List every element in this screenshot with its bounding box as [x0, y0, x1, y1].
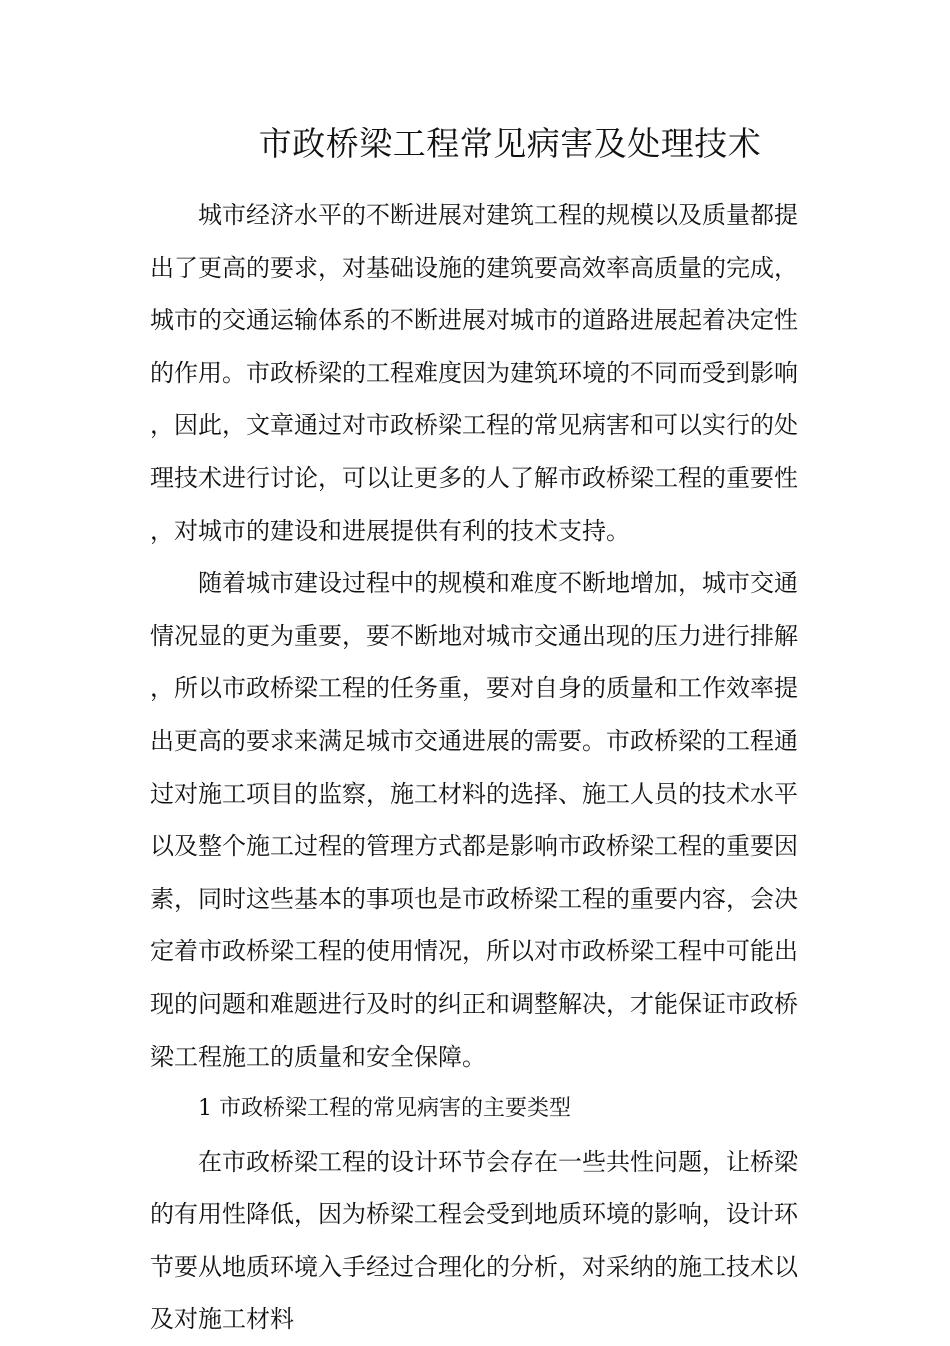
paragraph-intro: 城市经济水平的不断进展对建筑工程的规模以及质量都提出了更高的要求，对基础设施的建筑要高效率高质量的完成，城市的交通运输体系的不断进展对城市的道路进展起着决定性的作用。市政桥梁的工程难度因为建筑环境的不同而受到影响，因此，文章通过对市政桥梁工程的常见病害和可以实行的处理技术进行讨论，可以让更多的人了解市政桥梁工程的重要性，对城市的建设和进展提供有利的技术支持。	[150, 201, 798, 545]
document-title: 市政桥梁工程常见病害及处理技术	[258, 124, 762, 163]
paragraph-section-1: 在市政桥梁工程的设计环节会存在一些共性问题，让桥梁的有用性降低，因为桥梁工程会受到地质环境的影响，设计环节要从地质环境入手经过合理化的分析，对采纳的施工技术以及对施工材料	[150, 1147, 798, 1334]
document-body	[150, 189, 798, 1346]
paragraph-background: 随着城市建设过程中的规模和难度不断地增加，城市交通情况显的更为重要，要不断地对城市交通出现的压力进行排解，所以市政桥梁工程的任务重，要对自身的质量和工作效率提出更高的要求来满足城市交通进展的需要。市政桥梁的工程通过对施工项目的监察，施工材料的选择、施工人员的技术水平以及整个施工过程的管理方式都是影响市政桥梁工程的重要因素，同时这些基本的事项也是市政桥梁工程的重要内容，会决定着市政桥梁工程的使用情况，所以对市政桥梁工程中可能出现的问题和难题进行及时的纠正和调整解决，才能保证市政桥梁工程施工的质量和安全保障。	[150, 569, 798, 1071]
section-heading: 1 市政桥梁工程的常见病害的主要类型	[198, 1096, 571, 1122]
